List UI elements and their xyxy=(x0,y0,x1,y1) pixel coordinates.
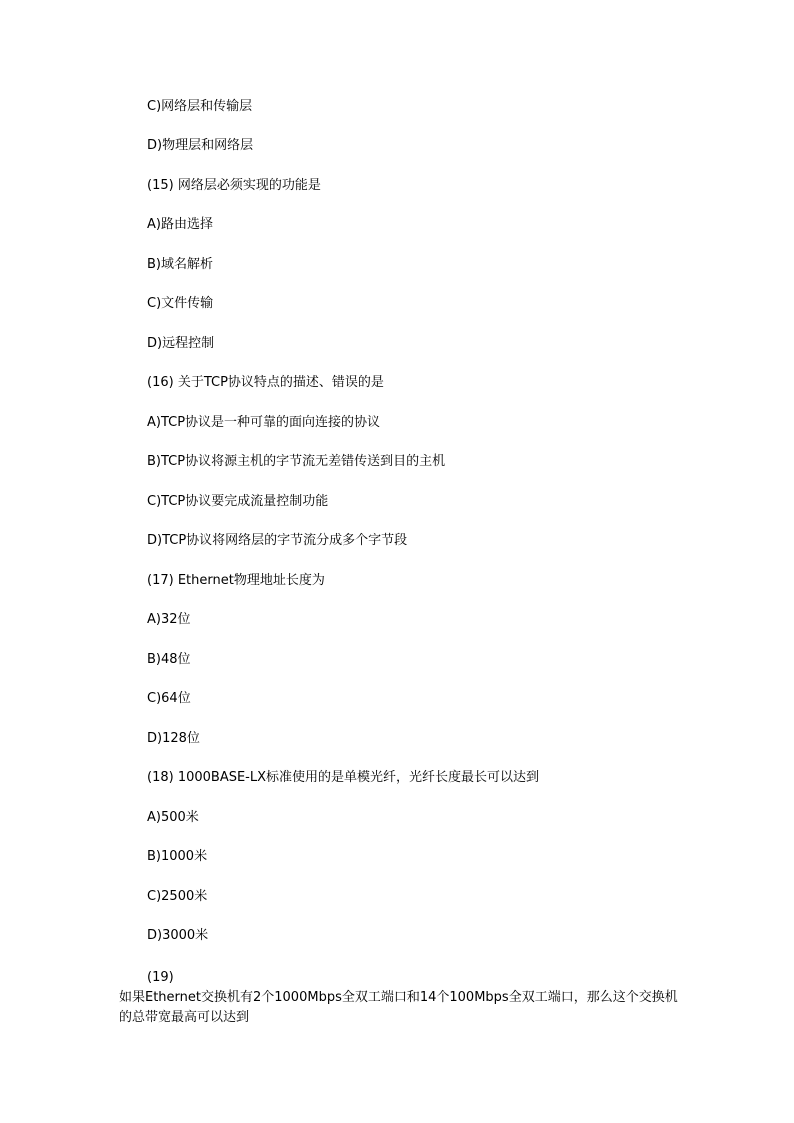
question-16: (16) 关于TCP协议特点的描述、错误的是 xyxy=(147,375,384,390)
option-b-q17: B)48位 xyxy=(147,652,191,667)
option-c-q17: C)64位 xyxy=(147,691,191,706)
option-a-q18: A)500米 xyxy=(147,810,199,825)
option-d-q14: D)物理层和网络层 xyxy=(147,138,254,153)
option-d-q18: D)3000米 xyxy=(147,928,209,943)
option-c-q18: C)2500米 xyxy=(147,889,208,904)
question-19 xyxy=(119,968,679,1028)
question-15: (15) 网络层必须实现的功能是 xyxy=(147,178,321,193)
question-19-text: 如果Ethernet交换机有2个1000Mbps全双工端口和14个100Mbps全双工端口，那么这个交换机的总带宽最高可以达到 xyxy=(119,990,678,1025)
option-a-q17: A)32位 xyxy=(147,612,191,627)
option-b-q15: B)域名解析 xyxy=(147,257,213,272)
option-a-q15: A)路由选择 xyxy=(147,217,213,232)
option-c-q16: C)TCP协议要完成流量控制功能 xyxy=(147,494,329,509)
option-c-q15: C)文件传输 xyxy=(147,296,214,311)
option-a-q16: A)TCP协议是一种可靠的面向连接的协议 xyxy=(147,415,381,430)
option-b-q18: B)1000米 xyxy=(147,849,208,864)
option-c-q14: C)网络层和传输层 xyxy=(147,99,253,114)
option-d-q15: D)远程控制 xyxy=(147,336,215,351)
question-19-number: (19) xyxy=(147,970,174,985)
question-18: (18) 1000BASE-LX标准使用的是单模光纤，光纤长度最长可以达到 xyxy=(147,770,540,785)
option-d-q16: D)TCP协议将网络层的字节流分成多个字节段 xyxy=(147,533,408,548)
option-b-q16: B)TCP协议将源主机的字节流无差错传送到目的主机 xyxy=(147,454,446,469)
option-d-q17: D)128位 xyxy=(147,731,200,746)
question-17: (17) Ethernet物理地址长度为 xyxy=(147,573,325,588)
